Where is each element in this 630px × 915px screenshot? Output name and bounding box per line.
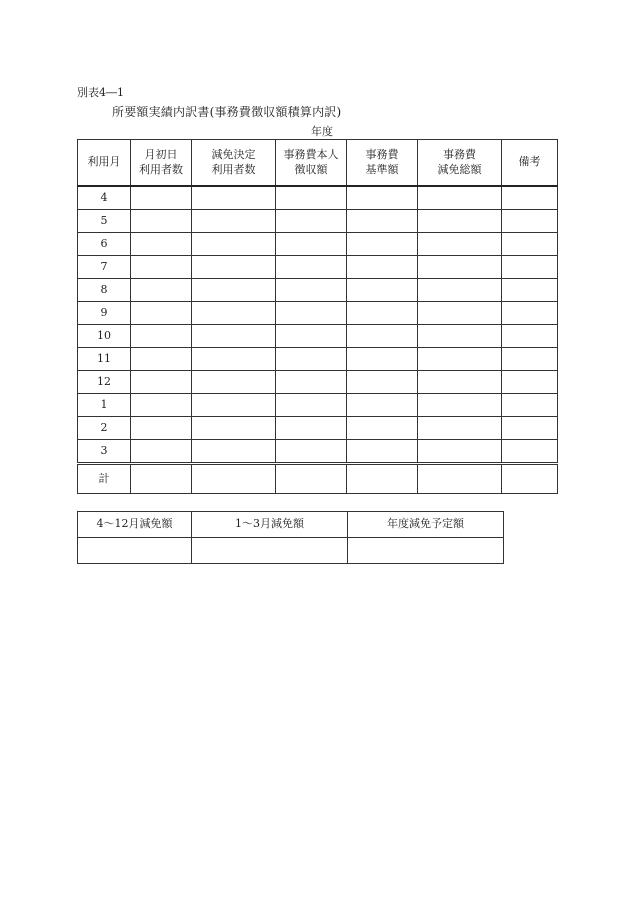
- col-usage-month: 利用月: [78, 140, 131, 187]
- table-cell: [502, 417, 558, 440]
- col-jan-mar-exemption: 1～3月減免額: [192, 512, 348, 538]
- table-cell: [418, 348, 502, 371]
- table-cell: [192, 371, 276, 394]
- table-cell: [347, 256, 418, 279]
- month-cell: 10: [78, 325, 131, 348]
- table-cell: [131, 186, 192, 210]
- table-cell: [192, 210, 276, 233]
- table-cell: [192, 394, 276, 417]
- table-cell: [502, 186, 558, 210]
- col-first-day-users: 月初日 利用者数: [131, 140, 192, 187]
- col-personal-fee: 事務費本人 徴収額: [276, 140, 347, 187]
- table-row: [78, 256, 558, 279]
- table-row: [78, 394, 558, 417]
- col-base-amount: 事務費 基準額: [347, 140, 418, 187]
- table-row: [78, 325, 558, 348]
- table-cell: [192, 302, 276, 325]
- table-cell: [131, 279, 192, 302]
- month-cell: 11: [78, 348, 131, 371]
- table-cell: [347, 348, 418, 371]
- month-cell: 5: [78, 210, 131, 233]
- table-cell: [192, 325, 276, 348]
- table-cell: [502, 464, 558, 494]
- table-cell: [502, 256, 558, 279]
- table-cell: [347, 440, 418, 464]
- table-cell: [276, 394, 347, 417]
- table-cell: [192, 538, 348, 564]
- table-row: [78, 417, 558, 440]
- exemption-summary-table: [77, 511, 504, 564]
- table-cell: [347, 417, 418, 440]
- month-cell: 12: [78, 371, 131, 394]
- table-cell: [192, 279, 276, 302]
- table-cell: [347, 186, 418, 210]
- table-cell: [276, 279, 347, 302]
- col-remarks: 備考: [502, 140, 558, 187]
- table-cell: [276, 186, 347, 210]
- table-cell: [347, 210, 418, 233]
- month-cell: 7: [78, 256, 131, 279]
- table-cell: [131, 394, 192, 417]
- table-cell: [276, 210, 347, 233]
- summary-header-row: [78, 512, 504, 538]
- table-cell: [418, 302, 502, 325]
- table-cell: [502, 233, 558, 256]
- table-cell: [418, 233, 502, 256]
- table-cell: [78, 538, 192, 564]
- table-cell: [276, 371, 347, 394]
- month-cell: 4: [78, 186, 131, 210]
- table-cell: [276, 302, 347, 325]
- table-row: [78, 279, 558, 302]
- table-row: [78, 210, 558, 233]
- table-cell: [418, 325, 502, 348]
- table-row: [78, 348, 558, 371]
- table-row: [78, 440, 558, 464]
- header-row: [78, 140, 558, 187]
- table-cell: [131, 464, 192, 494]
- table-cell: [131, 210, 192, 233]
- breakdown-table: [77, 139, 558, 494]
- month-cell: 1: [78, 394, 131, 417]
- month-cell: 9: [78, 302, 131, 325]
- table-cell: [131, 256, 192, 279]
- table-cell: [347, 394, 418, 417]
- table-cell: [276, 348, 347, 371]
- total-row: [78, 464, 558, 494]
- table-cell: [192, 256, 276, 279]
- summary-value-row: [78, 538, 504, 564]
- table-cell: [502, 325, 558, 348]
- table-cell: [418, 371, 502, 394]
- table-row: [78, 302, 558, 325]
- annex-label: 別表4―1: [77, 86, 124, 99]
- table-cell: [347, 371, 418, 394]
- table-cell: [192, 348, 276, 371]
- col-exemption-total: 事務費 減免総額: [418, 140, 502, 187]
- table-cell: [347, 325, 418, 348]
- table-cell: [418, 210, 502, 233]
- table-cell: [502, 210, 558, 233]
- table-cell: [131, 233, 192, 256]
- table-cell: [348, 538, 504, 564]
- table-cell: [502, 302, 558, 325]
- col-exemption-users: 減免決定 利用者数: [192, 140, 276, 187]
- table-cell: [276, 256, 347, 279]
- table-row: [78, 371, 558, 394]
- month-cell: 8: [78, 279, 131, 302]
- table-cell: [192, 440, 276, 464]
- table-cell: [418, 256, 502, 279]
- table-row: [78, 186, 558, 210]
- month-cell: 2: [78, 417, 131, 440]
- table-cell: [192, 186, 276, 210]
- table-cell: [418, 417, 502, 440]
- table-cell: [131, 440, 192, 464]
- table-cell: [131, 417, 192, 440]
- table-cell: [192, 233, 276, 256]
- table-cell: [131, 371, 192, 394]
- table-cell: [347, 233, 418, 256]
- table-cell: [276, 325, 347, 348]
- document-title: 所要額実績内訳書(事務費徴収額積算内訳): [112, 105, 342, 119]
- fiscal-year-label: 年度: [311, 125, 333, 138]
- table-cell: [276, 464, 347, 494]
- month-cell: 3: [78, 440, 131, 464]
- table-cell: [131, 302, 192, 325]
- table-cell: [418, 186, 502, 210]
- table-row: [78, 233, 558, 256]
- table-cell: [131, 348, 192, 371]
- table-cell: [276, 440, 347, 464]
- month-cell: 6: [78, 233, 131, 256]
- table-cell: [131, 325, 192, 348]
- table-cell: [418, 394, 502, 417]
- table-cell: [418, 279, 502, 302]
- table-cell: [502, 440, 558, 464]
- table-cell: [192, 417, 276, 440]
- col-apr-dec-exemption: 4～12月減免額: [78, 512, 192, 538]
- table-cell: [276, 417, 347, 440]
- table-cell: [276, 233, 347, 256]
- table-cell: [418, 464, 502, 494]
- table-cell: [347, 302, 418, 325]
- table-cell: [418, 440, 502, 464]
- table-cell: [192, 464, 276, 494]
- col-annual-planned-exemption: 年度減免予定額: [348, 512, 504, 538]
- table-cell: [502, 394, 558, 417]
- total-label: 計: [78, 464, 131, 494]
- table-cell: [502, 348, 558, 371]
- table-cell: [502, 279, 558, 302]
- table-cell: [502, 371, 558, 394]
- table-cell: [347, 464, 418, 494]
- table-cell: [347, 279, 418, 302]
